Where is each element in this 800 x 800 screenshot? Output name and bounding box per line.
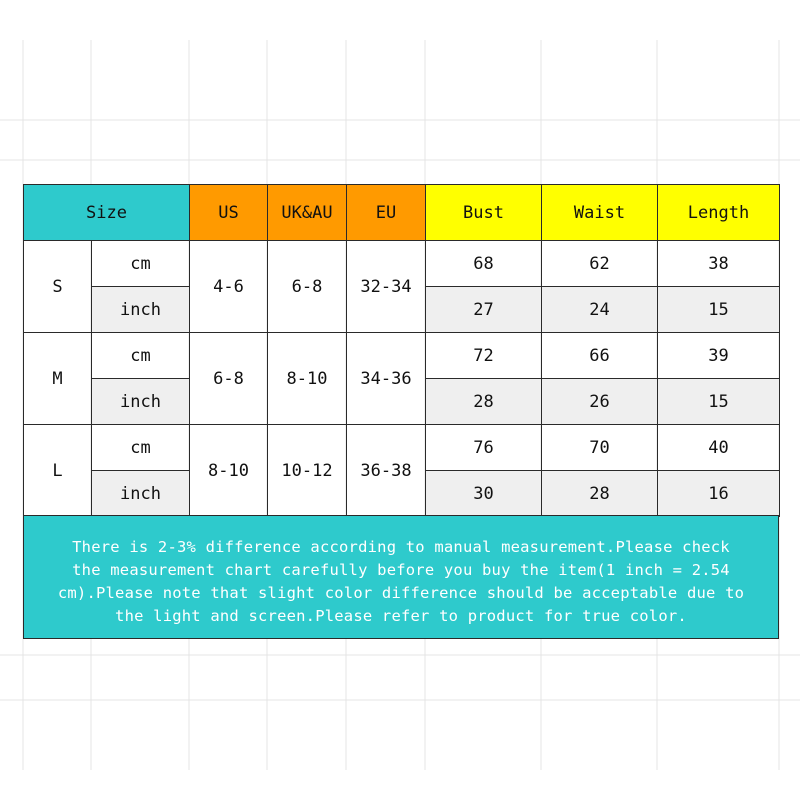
note-line: the measurement chart carefully before you buy the item(1 inch = 2.54 bbox=[72, 561, 730, 579]
us-size: 4-6 bbox=[190, 241, 268, 333]
header-us: US bbox=[190, 185, 268, 241]
waist-value: 24 bbox=[542, 287, 658, 333]
size-chart-table bbox=[23, 184, 780, 517]
waist-value: 66 bbox=[542, 333, 658, 379]
length-value: 40 bbox=[658, 425, 780, 471]
bust-value: 30 bbox=[426, 471, 542, 517]
table-row bbox=[24, 333, 780, 379]
measurement-note bbox=[23, 515, 779, 639]
eu-size: 34-36 bbox=[347, 333, 426, 425]
note-line: There is 2-3% difference according to manual measurement.Please check bbox=[72, 538, 730, 556]
length-value: 15 bbox=[658, 379, 780, 425]
size-label: L bbox=[24, 425, 92, 517]
unit-cm: cm bbox=[92, 241, 190, 287]
bust-value: 72 bbox=[426, 333, 542, 379]
waist-value: 62 bbox=[542, 241, 658, 287]
length-value: 16 bbox=[658, 471, 780, 517]
header-size: Size bbox=[24, 185, 190, 241]
length-value: 39 bbox=[658, 333, 780, 379]
length-value: 15 bbox=[658, 287, 780, 333]
waist-value: 28 bbox=[542, 471, 658, 517]
waist-value: 26 bbox=[542, 379, 658, 425]
ukau-size: 8-10 bbox=[268, 333, 347, 425]
unit-inch: inch bbox=[92, 287, 190, 333]
header-length: Length bbox=[658, 185, 780, 241]
unit-cm: cm bbox=[92, 425, 190, 471]
waist-value: 70 bbox=[542, 425, 658, 471]
bust-value: 76 bbox=[426, 425, 542, 471]
unit-inch: inch bbox=[92, 471, 190, 517]
header-eu: EU bbox=[347, 185, 426, 241]
note-line: cm).Please note that slight color difference should be acceptable due to bbox=[57, 584, 745, 602]
unit-cm: cm bbox=[92, 333, 190, 379]
bust-value: 28 bbox=[426, 379, 542, 425]
bust-value: 27 bbox=[426, 287, 542, 333]
eu-size: 36-38 bbox=[347, 425, 426, 517]
header-bust: Bust bbox=[426, 185, 542, 241]
size-label: S bbox=[24, 241, 92, 333]
length-value: 38 bbox=[658, 241, 780, 287]
header-waist: Waist bbox=[542, 185, 658, 241]
ukau-size: 6-8 bbox=[268, 241, 347, 333]
unit-inch: inch bbox=[92, 379, 190, 425]
us-size: 6-8 bbox=[190, 333, 268, 425]
bust-value: 68 bbox=[426, 241, 542, 287]
eu-size: 32-34 bbox=[347, 241, 426, 333]
table-row bbox=[24, 425, 780, 471]
table-row bbox=[24, 241, 780, 287]
note-line: the light and screen.Please refer to product for true color. bbox=[115, 607, 687, 625]
header-ukau: UK&AU bbox=[268, 185, 347, 241]
us-size: 8-10 bbox=[190, 425, 268, 517]
size-label: M bbox=[24, 333, 92, 425]
header-row bbox=[24, 185, 780, 241]
ukau-size: 10-12 bbox=[268, 425, 347, 517]
